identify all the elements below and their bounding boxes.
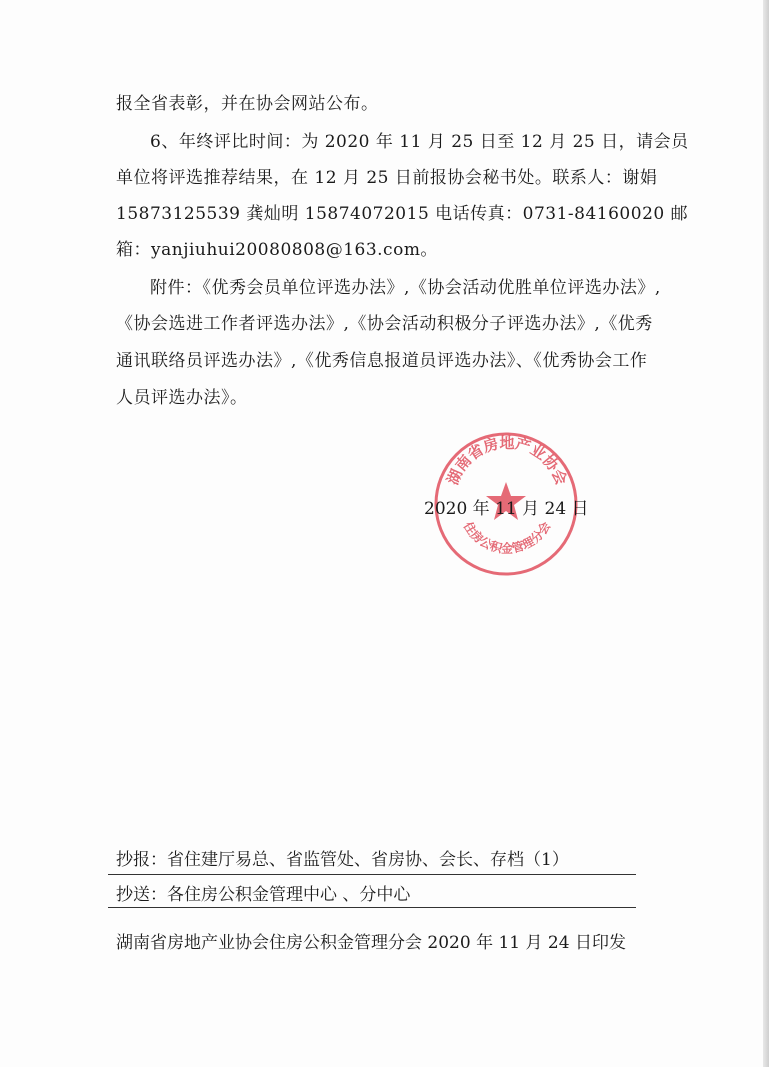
cc-send: 抄送：各住房公积金管理中心 、分中心 [116,885,411,905]
attachment-line-4: 人员评选办法》。 [116,388,248,408]
attachment-line-2: 《协会选进工作者评选办法》,《协会活动积极分子评选办法》,《优秀 [116,314,653,334]
email-line: 箱：yanjiuhui20080808@163.com。 [116,240,438,260]
scan-edge [763,0,769,1067]
divider-1 [108,874,636,875]
svg-text:住房公积金管理分会: 住房公积金管理分会 [460,519,554,556]
body-line-3: 单位将评选推荐结果，在 12 月 25 日前报协会秘书处。联系人：谢娟 [116,168,658,188]
divider-2 [108,907,636,908]
body-line-4: 15873125539 龚灿明 15874072015 电话传真：0731-84160020 邮 [116,204,689,224]
body-line-2: 6、年终评比时间：为 2020 年 11 月 25 日至 12 月 25 日，请会员 [150,132,689,152]
body-line-1: 报全省表彰，并在协会网站公布。 [116,94,379,114]
attachment-line-3: 通讯联络员评选办法》,《优秀信息报道员评选办法》、《优秀协会工作 [116,351,648,371]
attachment-line-1: 附件：《优秀会员单位评选办法》,《协会活动优胜单位评选办法》, [150,278,661,298]
issuer-line: 湖南省房地产业协会住房公积金管理分会 2020 年 11 月 24 日印发 [116,933,626,953]
svg-text:湖南省房地产业协会: 湖南省房地产业协会 [443,433,571,488]
cc-report: 抄报：省住建厅易总、省监管处、省房协、会长、存档（1） [116,850,569,870]
signing-date: 2020 年 11 月 24 日 [424,499,589,519]
